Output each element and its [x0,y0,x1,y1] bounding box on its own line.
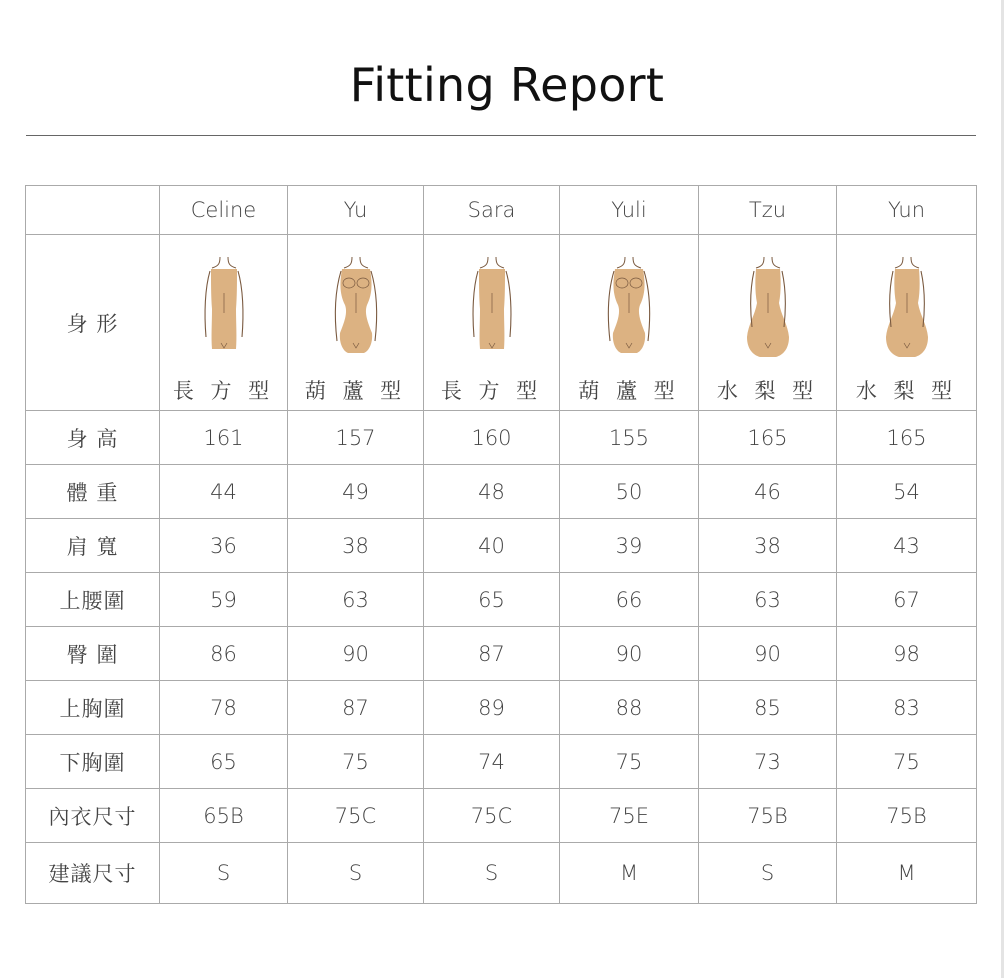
table-cell: 165 [837,411,977,465]
table-cell: M [837,843,977,904]
table-cell: 59 [160,573,288,627]
table-cell: 157 [288,411,424,465]
table-cell: 161 [160,411,288,465]
table-cell: 89 [424,681,560,735]
table-cell: 90 [699,627,837,681]
body-shape-name: 水 梨 型 [716,378,819,403]
table-cell: 98 [837,627,977,681]
table-cell: 38 [699,519,837,573]
row-label: 上腰圍 [26,573,160,627]
body-shape-content [160,241,287,405]
body-shape-cell [424,235,560,411]
body-shape-content [837,241,976,405]
table-cell: 75 [560,735,699,789]
table-row [26,789,977,843]
table-cell: S [160,843,288,904]
body-shape-cell [699,235,837,411]
table-cell: 85 [699,681,837,735]
body-shape-name: 長 方 型 [440,378,543,403]
table-cell: 86 [160,627,288,681]
table-row [26,573,977,627]
pear-body-icon [738,253,798,363]
table-cell: 75C [288,789,424,843]
table-cell: 63 [288,573,424,627]
table-cell: 44 [160,465,288,519]
table-cell: 43 [837,519,977,573]
table-cell: 78 [160,681,288,735]
table-cell: 75 [288,735,424,789]
table-cell: 65 [160,735,288,789]
table-cell: 83 [837,681,977,735]
page-title: Fitting Report [349,58,665,112]
row-label: 身 形 [26,235,160,411]
body-shape-row [26,235,977,411]
table-cell: S [288,843,424,904]
person-name-sara: Sara [424,186,560,235]
table-cell: 74 [424,735,560,789]
person-name-yu: Yu [288,186,424,235]
rectangle-body-icon [462,253,522,363]
row-label: 上胸圍 [26,681,160,735]
table-cell: 66 [560,573,699,627]
table-cell: 75B [837,789,977,843]
table-cell: 87 [424,627,560,681]
row-label: 身 高 [26,411,160,465]
table-cell: 49 [288,465,424,519]
table-cell: 50 [560,465,699,519]
table-row [26,681,977,735]
row-label: 臀 圍 [26,627,160,681]
table-row [26,465,977,519]
table-cell: 48 [424,465,560,519]
hourglass-body-icon [326,253,386,363]
row-label: 肩 寬 [26,519,160,573]
person-name-yun: Yun [837,186,977,235]
body-shape-cell [160,235,288,411]
table-cell: M [560,843,699,904]
table-cell: 36 [160,519,288,573]
body-shape-content [560,241,698,405]
table-row [26,627,977,681]
table-cell: 65B [160,789,288,843]
table-row [26,843,977,904]
body-shape-name: 葫 蘆 型 [304,378,407,403]
table-cell: 65 [424,573,560,627]
table-cell: 155 [560,411,699,465]
body-shape-name: 水 梨 型 [855,378,958,403]
table-row [26,411,977,465]
table-row [26,735,977,789]
row-label: 體 重 [26,465,160,519]
table-cell: 40 [424,519,560,573]
body-shape-name: 長 方 型 [172,378,275,403]
pear-body-icon [877,253,937,363]
rectangle-body-icon [194,253,254,363]
header-row [26,186,977,235]
body-shape-content [424,241,559,405]
body-shape-content [288,241,423,405]
table-cell: S [699,843,837,904]
table-cell: 75 [837,735,977,789]
table-cell: 90 [560,627,699,681]
table-cell: 75B [699,789,837,843]
table-cell: 67 [837,573,977,627]
table-cell: 165 [699,411,837,465]
table-row [26,519,977,573]
table-cell: 75C [424,789,560,843]
body-shape-cell [837,235,977,411]
table-cell: 75E [560,789,699,843]
hourglass-body-icon [599,253,659,363]
person-name-celine: Celine [160,186,288,235]
table-cell: 63 [699,573,837,627]
table-cell: 73 [699,735,837,789]
table-cell: 54 [837,465,977,519]
table-cell: 39 [560,519,699,573]
row-label: 建議尺寸 [26,843,160,904]
table-cell: 160 [424,411,560,465]
table-cell: S [424,843,560,904]
title-divider [26,135,976,136]
person-name-tzu: Tzu [699,186,837,235]
table-cell: 88 [560,681,699,735]
body-shape-name: 葫 蘆 型 [578,378,680,403]
person-name-yuli: Yuli [560,186,699,235]
row-label: 內衣尺寸 [26,789,160,843]
table-cell: 87 [288,681,424,735]
table-cell: 38 [288,519,424,573]
row-label: 下胸圍 [26,735,160,789]
body-shape-cell [560,235,699,411]
table-cell: 46 [699,465,837,519]
fitting-table [25,185,977,904]
body-shape-cell [288,235,424,411]
corner-cell [26,186,160,235]
table-cell: 90 [288,627,424,681]
body-shape-content [699,241,836,405]
